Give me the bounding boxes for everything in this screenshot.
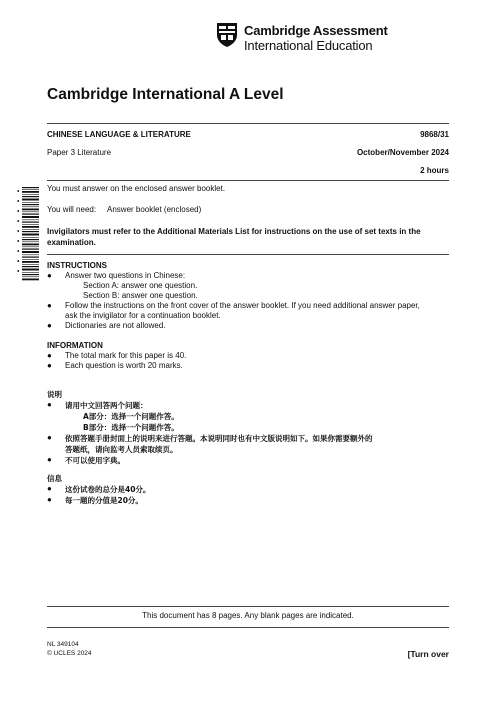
chinese-instruction-item: 请用中文回答两个问题： <box>65 401 148 410</box>
instruction-item: Section A: answer one question. <box>83 281 198 290</box>
instruction-item: ask the invigilator for a continuation booklet. <box>65 311 221 320</box>
instruction-item: Section B: answer one question. <box>83 291 198 300</box>
subject-name: CHINESE LANGUAGE & LITERATURE <box>47 130 191 139</box>
divider <box>47 627 449 628</box>
turn-over: [Turn over <box>407 649 449 659</box>
chinese-information-heading: 信息 <box>47 474 62 483</box>
divider <box>47 123 449 124</box>
you-will-need-value: Answer booklet (enclosed) <box>107 205 202 214</box>
bullet-icon: ● <box>47 301 52 310</box>
copyright: © UCLES 2024 <box>47 650 92 657</box>
bullet-icon: ● <box>47 271 52 280</box>
instruction-item: Answer two questions in Chinese: <box>65 271 186 280</box>
instruction-item: Dictionaries are not allowed. <box>65 321 166 330</box>
cambridge-logo <box>216 22 456 52</box>
divider <box>47 606 449 607</box>
information-item: Each question is worth 20 marks. <box>65 361 183 370</box>
instructions-heading: INSTRUCTIONS <box>47 261 107 270</box>
bullet-icon: ● <box>47 495 52 504</box>
chinese-instruction-item: 不可以使用字典。 <box>65 456 125 465</box>
chinese-instruction-item: 依照答题手册封面上的说明来进行答题。本说明同时也有中文版说明如下。如果你需要额外的 <box>65 434 373 443</box>
paper-code: 9868/31 <box>420 130 449 139</box>
information-heading: INFORMATION <box>47 341 103 350</box>
exam-duration: 2 hours <box>420 166 449 175</box>
chinese-instructions-heading: 说明 <box>47 390 62 399</box>
chinese-instruction-item: 答题纸，请向监考人员索取续页。 <box>65 445 178 454</box>
you-will-need-label: You will need: <box>47 205 97 214</box>
answer-on-text: You must answer on the enclosed answer booklet. <box>47 184 226 193</box>
bullet-icon: ● <box>47 351 52 360</box>
shield-icon <box>216 22 238 48</box>
barcode <box>17 186 39 282</box>
bullet-icon: ● <box>47 455 52 464</box>
bullet-icon: ● <box>47 361 52 370</box>
chinese-information-item: 这份试卷的总分是40分。 <box>65 485 151 494</box>
paper-name: Paper 3 Literature <box>47 148 112 157</box>
bullet-icon: ● <box>47 433 52 442</box>
page-title: Cambridge International A Level <box>47 86 284 103</box>
chinese-instruction-item: B部分：选择一个问题作答。 <box>83 423 179 432</box>
bullet-icon: ● <box>47 484 52 493</box>
invigilators-line-1: Invigilators must refer to the Additional Materials List for instructions on the use of set texts in the <box>47 227 421 236</box>
divider <box>47 180 449 181</box>
chinese-instruction-item: A部分：选择一个问题作答。 <box>83 412 179 421</box>
bullet-icon: ● <box>47 321 52 330</box>
document-ref: NL 349104 <box>47 641 79 648</box>
information-item: The total mark for this paper is 40. <box>65 351 187 360</box>
invigilators-line-2: examination. <box>47 238 96 247</box>
instruction-item: Follow the instructions on the front cover of the answer booklet. If you need additional answer paper, <box>65 301 420 310</box>
logo-line-1: Cambridge Assessment <box>244 23 388 38</box>
pages-note: This document has 8 pages. Any blank pages are indicated. <box>142 611 354 620</box>
logo-line-2: International Education <box>244 38 373 53</box>
exam-session: October/November 2024 <box>356 148 449 157</box>
bullet-icon: ● <box>47 400 52 409</box>
chinese-information-item: 每一题的分值是20分。 <box>65 496 143 505</box>
divider <box>47 254 449 255</box>
